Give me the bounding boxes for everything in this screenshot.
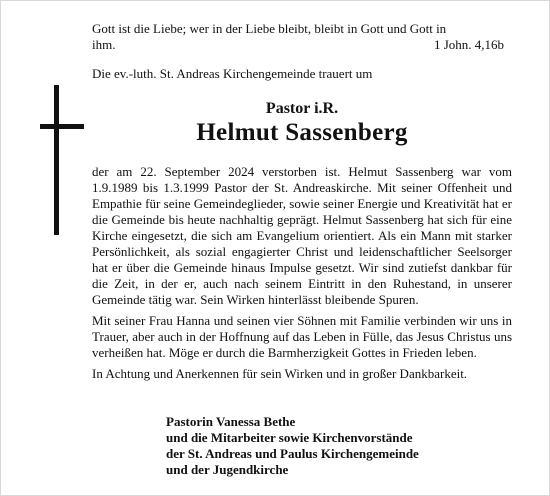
bible-verse xyxy=(92,21,504,53)
body-paragraph-3: In Achtung und Anerkennen für sein Wirken und in großer Dankbarkeit. xyxy=(92,366,468,381)
intro-text: Die ev.-luth. St. Andreas Kirchengemeinde trauert um xyxy=(92,66,373,81)
verse-reference: 1 John. 4,16b xyxy=(433,37,504,52)
body-paragraph-1: der am 22. September 2024 verstorben ist. Helmut Sassenberg war vom 1.9.1989 bis 1.3.1999 Pastor der St. Andreaskirche. Mit seiner Offenheit und Empathie für seine Gemeindeglieder, sowie seiner Energie und Kreativität hat er die Gemeinde bis heute nachhaltig geprägt. Helmut Sassenberg hat sich für eine Kirche eingesetzt, die sich am Evangelium orientiert. Als ein Mann mit starker Persönlichkeit, als sozial engagierter Christ und leidenschaftlicher Seelsorger hat er über die Gemeinde hinaus Impulse gesetzt. Wir sind zutiefst dankbar für die Zeit, in der er, auch nach seinem Eintritt in den Ruhestand, in unserer Gemeinde tätig war. Sein Wirken hinterlässt bleibende Spuren. xyxy=(92,164,512,307)
obituary-body xyxy=(92,164,512,382)
deceased-name-block xyxy=(92,100,512,148)
cross-horizontal-bar xyxy=(40,124,84,129)
signature-block xyxy=(166,414,526,478)
verse-line-2 xyxy=(92,37,504,53)
verse-line-1: Gott ist die Liebe; wer in der Liebe bleibt, bleibt in Gott und Gott in xyxy=(92,21,447,36)
verse-line-2-text: ihm. xyxy=(92,37,116,52)
body-paragraph-2: Mit seiner Frau Hanna und seinen vier Söhnen mit Familie verbinden wir uns in Trauer, aber auch in der Hoffnung auf das Leben in Fülle, das Jesus Christus uns verheißen hat. Möge er durch die Barmherzigkeit Gottes in Frieden leben. xyxy=(92,313,512,360)
signature-line-1: Pastorin Vanessa Bethe xyxy=(166,414,296,429)
signature-line-4: und der Jugendkirche xyxy=(166,462,289,477)
deceased-name: Helmut Sassenberg xyxy=(196,119,408,146)
deceased-title: Pastor i.R. xyxy=(265,100,339,117)
signature-line-2: und die Mitarbeiter sowie Kirchenvorstände xyxy=(166,430,413,445)
cross-vertical-bar xyxy=(54,85,59,235)
signature-line-3: der St. Andreas und Paulus Kirchengemeinde xyxy=(166,446,419,461)
cross-icon xyxy=(40,85,84,235)
